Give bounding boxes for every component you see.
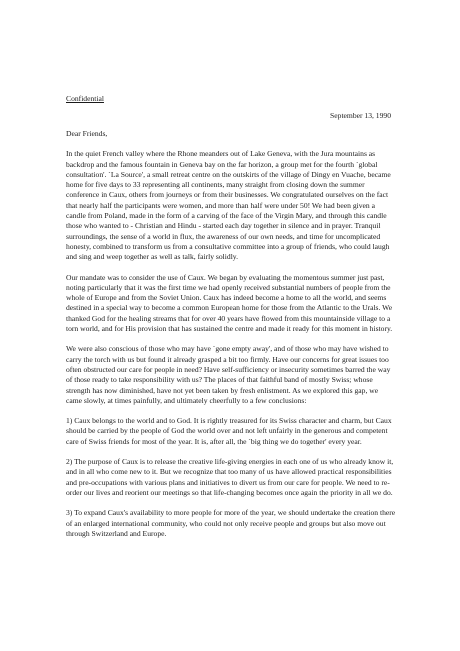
paragraph-3: We were also conscious of those who may have `gone empty away', and of those who may have wished to carry the torch with us but found it already grasped a bit too firmly. Have our concerns for great issues too often obstructed our care for people in need? Have self-sufficiency or insecurity sometimes barred the way of those ready to take responsibility with us? The places of that faithful band of mostly Swiss; whose strength has now diminished, have not yet been taken by fresh enlistment. As we explored this gap, we came slowly, at times painfully, and ultimately cheerfully to a few conclusions: <box>66 344 391 405</box>
letter-body <box>66 129 396 549</box>
paragraph-1: In the quiet French valley where the Rhone meanders out of Lake Geneva, with the Jura mountains as backdrop and the famous fountain in Geneva bay on the far horizon, a group met for the fourth `global consultation'. `La Source', a small retreat centre on the outskirts of the village of Dingy en Vuache, became home for five days to 33 representing all continents, many straight from closing down the summer conference in Caux, others from journeys or from their businesses. We congratulated ourselves on the fact that nearly half the participants were women, and more than half were under 50! We had been given a candle from Poland, made in the form of a carving of the face of the Virgin Mary, and through this candle those who wanted to - Christian and Hindu - started each day together in silence and in prayer. Tranquil surroundings, the sense of a world in flux, the awareness of our own needs, and time for uncomplicated honesty, combined to transform us from a consultative committee into a group of friends, who could laugh and sing and weep together as well as talk, fairly solidly. <box>66 149 391 262</box>
paragraph-point-1: 1) Caux belongs to the world and to God. It is rightly treasured for its Swiss character and charm, but Caux should be carried by the people of God the world over and not left unfairly in the generous and competent care of Swiss friends for most of the year. It is, after all, the `big thing we do together' every year. <box>66 416 392 446</box>
letter-date: September 13, 1990 <box>330 111 391 120</box>
paragraph-point-3: 3) To expand Caux's availability to more people for more of the year, we should undertake the creation there of an enlarged international community, who could not only receive people and groups but also move out through Switzerland and Europe. <box>66 508 396 538</box>
confidential-label: Confidential <box>66 94 104 103</box>
paragraph-point-2: 2) The purpose of Caux is to release the creative life-giving energies in each one of us who already know it, and in all who come new to it. But we recognize that too many of us have allowed practical responsibilities and pre-occupations with various plans and initiatives to divert us from our care for people. We need to re-order our lives and reorient our meetings so that life-changing becomes once again the priority in all we do. <box>66 457 394 497</box>
salutation: Dear Friends, <box>66 129 108 138</box>
paragraph-2: Our mandate was to consider the use of Caux. We began by evaluating the momentous summer just past, noting particularly that it was the first time we had openly received substantial numbers of people from the whole of Europe and from the Soviet Union. Caux has indeed become a home to all the world, and seems destined in a special way to become a common European home for those from the Atlantic to the Urals. We thanked God for the healing streams that for over 40 years have flowed from this mountainside village to a torn world, and for His provision that has sustained the centre and made it ready for this moment in history. <box>66 272 393 334</box>
